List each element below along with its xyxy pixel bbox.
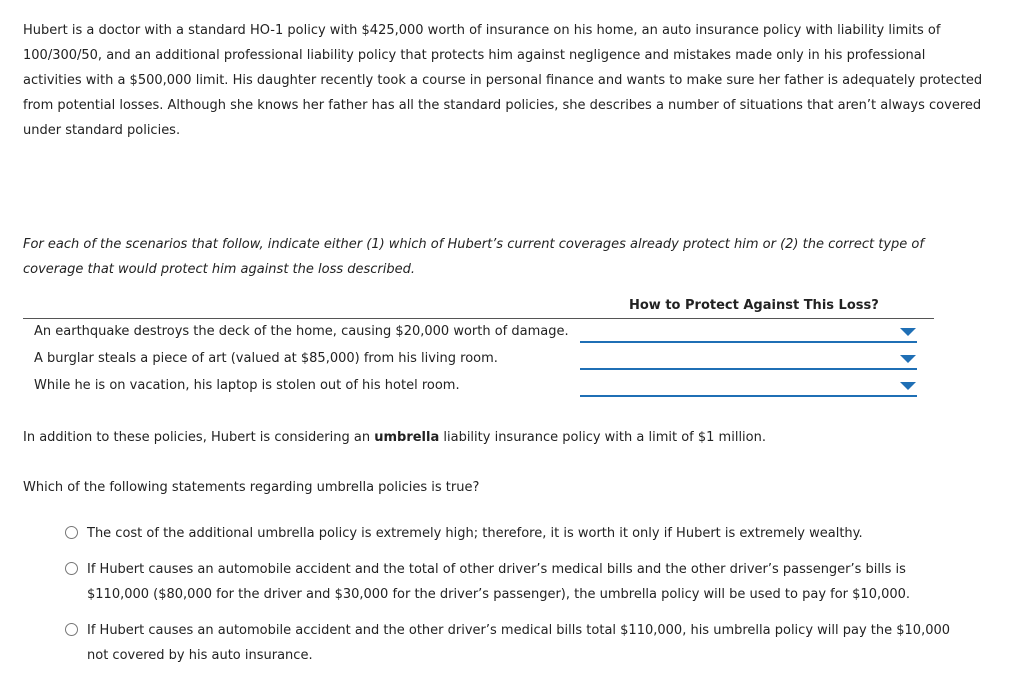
radio-button[interactable] bbox=[65, 623, 78, 636]
umbrella-keyword: umbrella bbox=[374, 430, 440, 445]
instructions-paragraph: For each of the scenarios that follow, indicate either (1) which of Hubert’s current coverages already protect him or (2) the correct type of coverage that would protect him against the loss described. bbox=[23, 237, 924, 277]
radio-button[interactable] bbox=[65, 526, 78, 539]
scenario-text: While he is on vacation, his laptop is stolen out of his hotel room. bbox=[34, 378, 460, 393]
intro-paragraph: Hubert is a doctor with a standard HO-1 policy with $425,000 worth of insurance on his home, an auto insurance policy with liability limits of 100/300/50, and an additional professional liability policy that protects him against negligence and mistakes made only in his professional activities with a $500,000 limit. His daughter recently took a course in personal finance and wants to make sure her father is adequately protected from potential losses. Although she knows her father has all the standard policies, she describes a number of situations that aren’t always covered under standard policies. bbox=[23, 23, 983, 138]
umbrella-text-after: liability insurance policy with a limit of $1 million. bbox=[439, 430, 766, 445]
umbrella-text-before: In addition to these policies, Hubert is considering an bbox=[23, 430, 375, 445]
scenario-text: A burglar steals a piece of art (valued at $85,000) from his living room. bbox=[34, 351, 498, 366]
scenario-table bbox=[23, 296, 934, 400]
protection-dropdown-3[interactable] bbox=[580, 373, 917, 397]
radio-button[interactable] bbox=[65, 562, 78, 575]
table-row bbox=[23, 346, 934, 373]
protection-dropdown-1[interactable] bbox=[580, 319, 917, 343]
table-header bbox=[23, 296, 934, 319]
question-text: Which of the following statements regarding umbrella policies is true? bbox=[23, 480, 480, 495]
umbrella-paragraph bbox=[23, 430, 766, 445]
protection-dropdown-2[interactable] bbox=[580, 346, 917, 370]
dropdown-arrow-icon[interactable] bbox=[900, 382, 916, 390]
scenario-text: An earthquake destroys the deck of the home, causing $20,000 worth of damage. bbox=[34, 324, 569, 339]
option-label[interactable]: If Hubert causes an automobile accident and the other driver’s medical bills total $110,000, his umbrella policy will pay the $10,000 not covered by his auto insurance. bbox=[87, 623, 951, 663]
option-label[interactable]: The cost of the additional umbrella policy is extremely high; therefore, it is worth it only if Hubert is extremely wealthy. bbox=[87, 526, 863, 541]
table-row bbox=[23, 373, 934, 400]
dropdown-arrow-icon[interactable] bbox=[900, 355, 916, 363]
dropdown-arrow-icon[interactable] bbox=[900, 328, 916, 336]
column-header-protection: How to Protect Against This Loss? bbox=[629, 298, 879, 313]
option-label[interactable]: If Hubert causes an automobile accident and the total of other driver’s medical bills and the other driver’s passenger’s bills is $110,000 ($80,000 for the driver and $30,000 for the driver’s passenger), the umbrella policy will be used to pay for $10,000. bbox=[87, 562, 911, 602]
table-row bbox=[23, 319, 934, 346]
